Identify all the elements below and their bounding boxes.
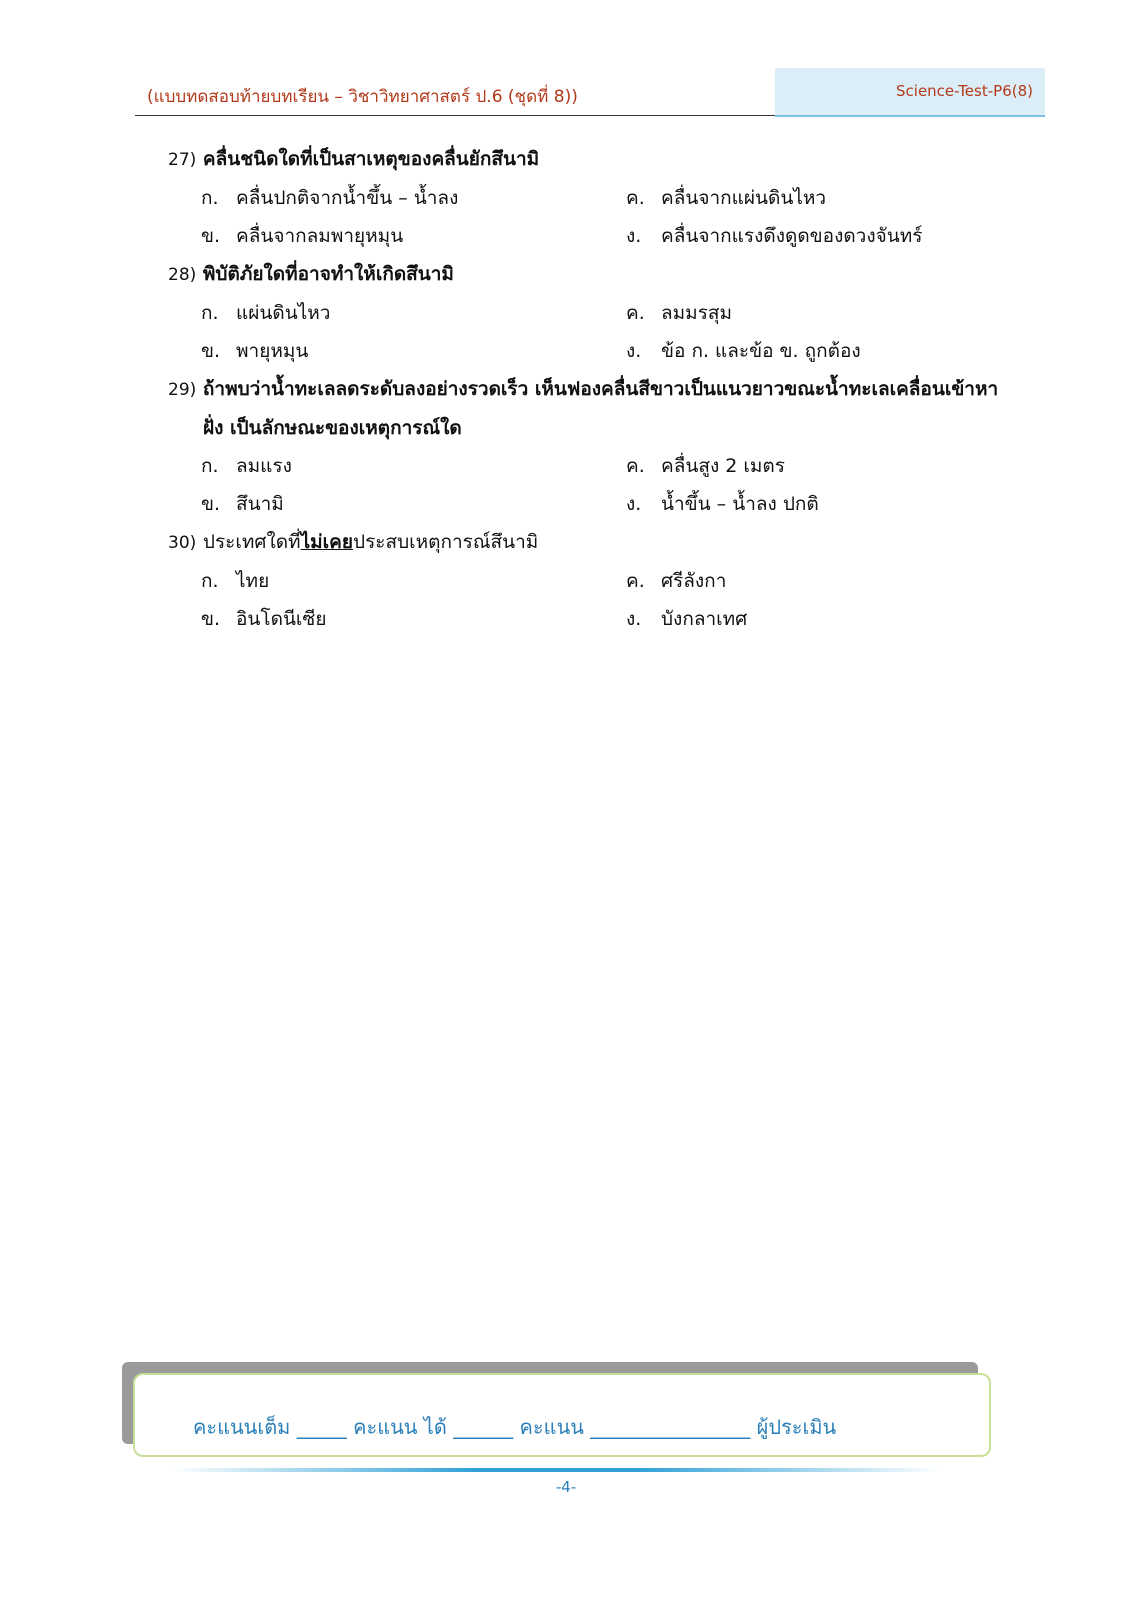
option-text: คลื่นจากแรงดึงดูดของดวงจันทร์: [661, 225, 923, 247]
question-number: 29): [168, 380, 197, 400]
option-text: น้ำขึ้น – น้ำลง ปกติ: [661, 493, 819, 515]
option-text: บังกลาเทศ: [661, 608, 748, 630]
page-header: [135, 68, 1045, 118]
option-b[interactable]: [201, 600, 626, 638]
header-divider: [135, 115, 775, 116]
option-a[interactable]: [201, 447, 626, 485]
option-c[interactable]: [626, 447, 1051, 485]
question-text-emphasis: ไม่เคย: [300, 531, 354, 553]
question-30: [168, 523, 1018, 562]
option-label: ง.: [626, 608, 642, 630]
question-number: 28): [168, 265, 197, 285]
option-label: ก.: [201, 455, 219, 477]
option-text: ลมแรง: [236, 455, 292, 477]
option-d[interactable]: [626, 332, 1051, 370]
option-d[interactable]: [626, 217, 1051, 255]
option-label: ก.: [201, 302, 219, 324]
question-29-options: [168, 447, 1018, 523]
question-text-post: ประสบเหตุการณ์สึนามิ: [353, 531, 539, 553]
option-b[interactable]: [201, 485, 626, 523]
question-text: คลื่นชนิดใดที่เป็นสาเหตุของคลื่นยักสึนามิ: [202, 148, 540, 170]
option-text: คลื่นจากแผ่นดินไหว: [661, 187, 827, 209]
option-label: ง.: [626, 340, 642, 362]
question-28: [168, 255, 1018, 294]
option-c[interactable]: [626, 294, 1051, 332]
option-label: ง.: [626, 225, 642, 247]
option-label: ค.: [626, 302, 645, 324]
option-label: ก.: [201, 187, 219, 209]
question-text-pre: ประเทศใดที่: [202, 531, 301, 553]
page-number: -4-: [555, 1478, 577, 1496]
option-c[interactable]: [626, 562, 1051, 600]
option-d[interactable]: [626, 600, 1051, 638]
option-a[interactable]: [201, 562, 626, 600]
option-text: อินโดนีเซีย: [236, 608, 327, 630]
option-c[interactable]: [626, 179, 1051, 217]
question-29: [168, 370, 1018, 409]
option-text: แผ่นดินไหว: [236, 302, 331, 324]
question-30-options: [168, 562, 1018, 638]
header-divider-accent: [775, 115, 1045, 117]
option-text: ไทย: [236, 570, 270, 592]
questions-area: [168, 140, 1018, 638]
question-29-cont: [168, 409, 1018, 447]
option-label: ข.: [201, 493, 221, 515]
question-28-options: [168, 294, 1018, 370]
question-number: 27): [168, 150, 197, 170]
option-a[interactable]: [201, 294, 626, 332]
question-text-line2: ฝั่ง เป็นลักษณะของเหตุการณ์ใด: [203, 417, 462, 439]
option-label: ข.: [201, 225, 221, 247]
option-text: คลื่นปกติจากน้ำขึ้น – น้ำลง: [236, 187, 459, 209]
option-text: ศรีลังกา: [661, 570, 727, 592]
question-text-line1: ถ้าพบว่าน้ำทะเลลดระดับลงอย่างรวดเร็ว เห็นฟองคลื่นสีขาวเป็นแนวยาวขณะน้ำทะเลเคลื่อนเข้าหา: [202, 378, 999, 400]
option-d[interactable]: [626, 485, 1051, 523]
option-b[interactable]: [201, 332, 626, 370]
option-label: ง.: [626, 493, 642, 515]
option-b[interactable]: [201, 217, 626, 255]
score-box: [133, 1373, 991, 1457]
option-label: ค.: [626, 187, 645, 209]
option-a[interactable]: [201, 179, 626, 217]
header-title: (แบบทดสอบท้ายบทเรียน – วิชาวิทยาศาสตร์ ป.6 (ชุดที่ 8)): [147, 87, 578, 107]
header-code: Science-Test-P6(8): [896, 82, 1033, 100]
option-label: ข.: [201, 340, 221, 362]
option-text: คลื่นสูง 2 เมตร: [661, 455, 785, 477]
footer-divider: [170, 1468, 942, 1472]
option-label: ค.: [626, 455, 645, 477]
score-text: คะแนนเต็ม _____ คะแนน ได้ ______ คะแนน ________________ ผู้ประเมิน: [193, 1415, 837, 1439]
option-label: ค.: [626, 570, 645, 592]
option-label: ข.: [201, 608, 221, 630]
option-label: ก.: [201, 570, 219, 592]
option-text: สึนามิ: [236, 493, 284, 515]
option-text: คลื่นจากลมพายุหมุน: [236, 225, 404, 247]
question-text: พิบัติภัยใดที่อาจทำให้เกิดสึนามิ: [202, 263, 454, 285]
header-code-box: [775, 68, 1045, 115]
option-text: ข้อ ก. และข้อ ข. ถูกต้อง: [661, 340, 861, 362]
question-27: [168, 140, 1018, 179]
option-text: พายุหมุน: [236, 340, 309, 362]
option-text: ลมมรสุม: [661, 302, 733, 324]
question-27-options: [168, 179, 1018, 255]
question-number: 30): [168, 533, 197, 553]
